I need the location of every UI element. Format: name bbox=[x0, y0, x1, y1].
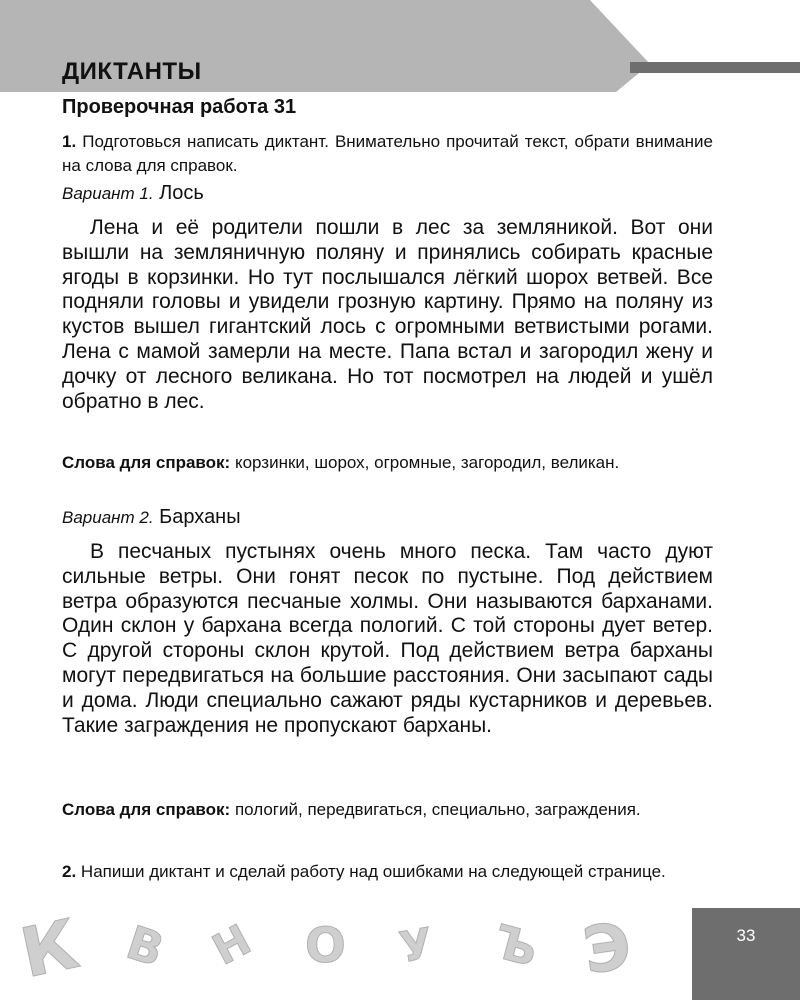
page-number: 33 bbox=[736, 926, 756, 945]
variant-1-title: Лось bbox=[159, 182, 204, 204]
banner-stripe bbox=[630, 62, 800, 73]
variant-1-heading bbox=[62, 182, 204, 205]
variant-1-ref-words: корзинки, шорох, огромные, загородил, великан. bbox=[234, 453, 620, 472]
page-number-box bbox=[692, 908, 800, 1000]
work-title: Проверочная работа 31 bbox=[62, 96, 297, 118]
variant-2-text: В песчаных пустынях очень много песка. Там часто дуют сильные ветры. Они гонят песок по пустыне. Под действием ветра образуются песчаные холмы. Они называются барханами. Один склон у бархана всегда пологий. С той стороны дует ветер. С другой стороны склон крутой. Под действием ветра барханы могут передвигаться на большие расстояния. Они засыпают сады и дома. Люди специально сажают ряды кустарников и деревьев. Такие заграждения не пропускают барханы. bbox=[62, 540, 713, 737]
letter-v: В bbox=[120, 915, 171, 978]
variant-1-label: Вариант 1. bbox=[62, 184, 154, 203]
variant-2-title: Барханы bbox=[159, 506, 241, 528]
task-2-number: 2. bbox=[62, 862, 77, 881]
variant-1-text: Лена и её родители пошли в лес за земляникой. Вот они вышли на земляничную поляну и принялись собирать красные ягоды в корзинки. Но тут послышался лёгкий шорох ветвей. Все подняли головы и увидели грозную картину. Прямо на поляну из кустов вышел гигантский лось с огромными ветвистыми рогами. Лена с мамой замерли на месте. Папа встал и загородил жену и дочку от лесного великана. Но тот посмотрел на людей и ушёл обратно в лес. bbox=[62, 216, 713, 413]
letter-e: Э bbox=[578, 909, 636, 990]
variant-2-label: Вариант 2. bbox=[62, 508, 154, 527]
variant-2-references bbox=[62, 798, 713, 822]
variant-2-ref-label: Слова для справок: bbox=[62, 800, 231, 819]
variant-2-heading bbox=[62, 506, 241, 529]
letter-o: О bbox=[305, 918, 346, 974]
letter-hard-sign: Ъ bbox=[487, 913, 544, 978]
decorative-letters bbox=[0, 900, 690, 1000]
task-1-number: 1. bbox=[62, 132, 77, 151]
letter-u: У bbox=[396, 918, 437, 973]
letter-n: Н bbox=[204, 914, 259, 975]
section-title: ДИКТАНТЫ bbox=[62, 58, 202, 85]
variant-2-ref-words: пологий, передвигаться, специально, заграждения. bbox=[234, 800, 641, 819]
task-2-text: Напиши диктант и сделай работу над ошибками на следующей странице. bbox=[80, 862, 666, 881]
task-1-text: Подготовься написать диктант. Внимательно прочитай текст, обрати внимание на слова для справок. bbox=[62, 132, 713, 175]
variant-1-ref-label: Слова для справок: bbox=[62, 453, 231, 472]
task-2 bbox=[62, 860, 713, 884]
letter-k: К bbox=[14, 905, 86, 994]
variant-1-references bbox=[62, 451, 713, 475]
task-1 bbox=[62, 130, 713, 178]
